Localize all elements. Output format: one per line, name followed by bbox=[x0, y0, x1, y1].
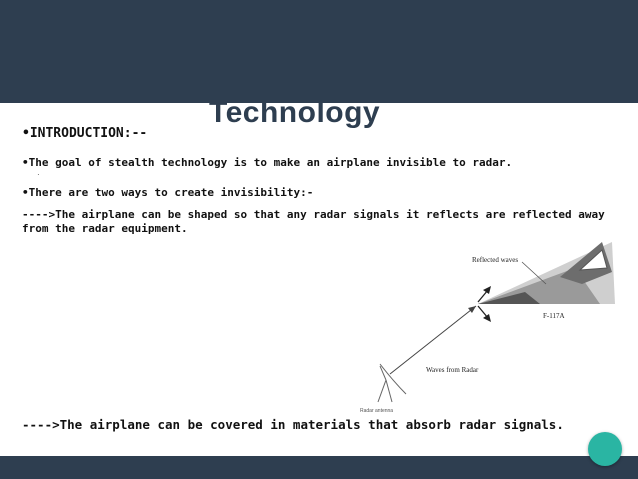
point-shaping: ---->The airplane can be shaped so that any radar signals it reflects are reflected away from the radar equipment. bbox=[22, 208, 605, 235]
incoming-waves-label: Waves from Radar bbox=[426, 366, 479, 374]
bullet-ways: •There are two ways to create invisibility:- bbox=[22, 186, 314, 199]
radar-antenna-dish bbox=[380, 364, 406, 394]
stray-dot: · bbox=[37, 170, 40, 179]
radar-antenna-stand-right bbox=[386, 380, 392, 402]
aircraft-model-label: F-117A bbox=[543, 312, 565, 320]
header-band bbox=[0, 0, 638, 103]
footer-band bbox=[0, 456, 638, 479]
radar-antenna-label: Radar antenna bbox=[360, 408, 394, 414]
reflected-wave-up-arrowhead bbox=[483, 286, 491, 294]
action-circle-button[interactable] bbox=[588, 432, 622, 466]
bullet-goal: •The goal of stealth technology is to make an airplane invisible to radar. bbox=[22, 156, 513, 169]
stealth-diagram bbox=[350, 232, 620, 417]
slide-title: Technology bbox=[209, 96, 381, 129]
point-absorbing: ---->The airplane can be covered in materials that absorb radar signals. bbox=[22, 417, 564, 432]
radar-antenna-stand-left bbox=[378, 380, 386, 402]
reflected-wave-down-arrowhead bbox=[483, 314, 491, 322]
reflected-waves-label: Reflected waves bbox=[472, 256, 519, 264]
incoming-wave-line bbox=[390, 306, 476, 374]
intro-heading: •INTRODUCTION:-- bbox=[22, 126, 148, 141]
